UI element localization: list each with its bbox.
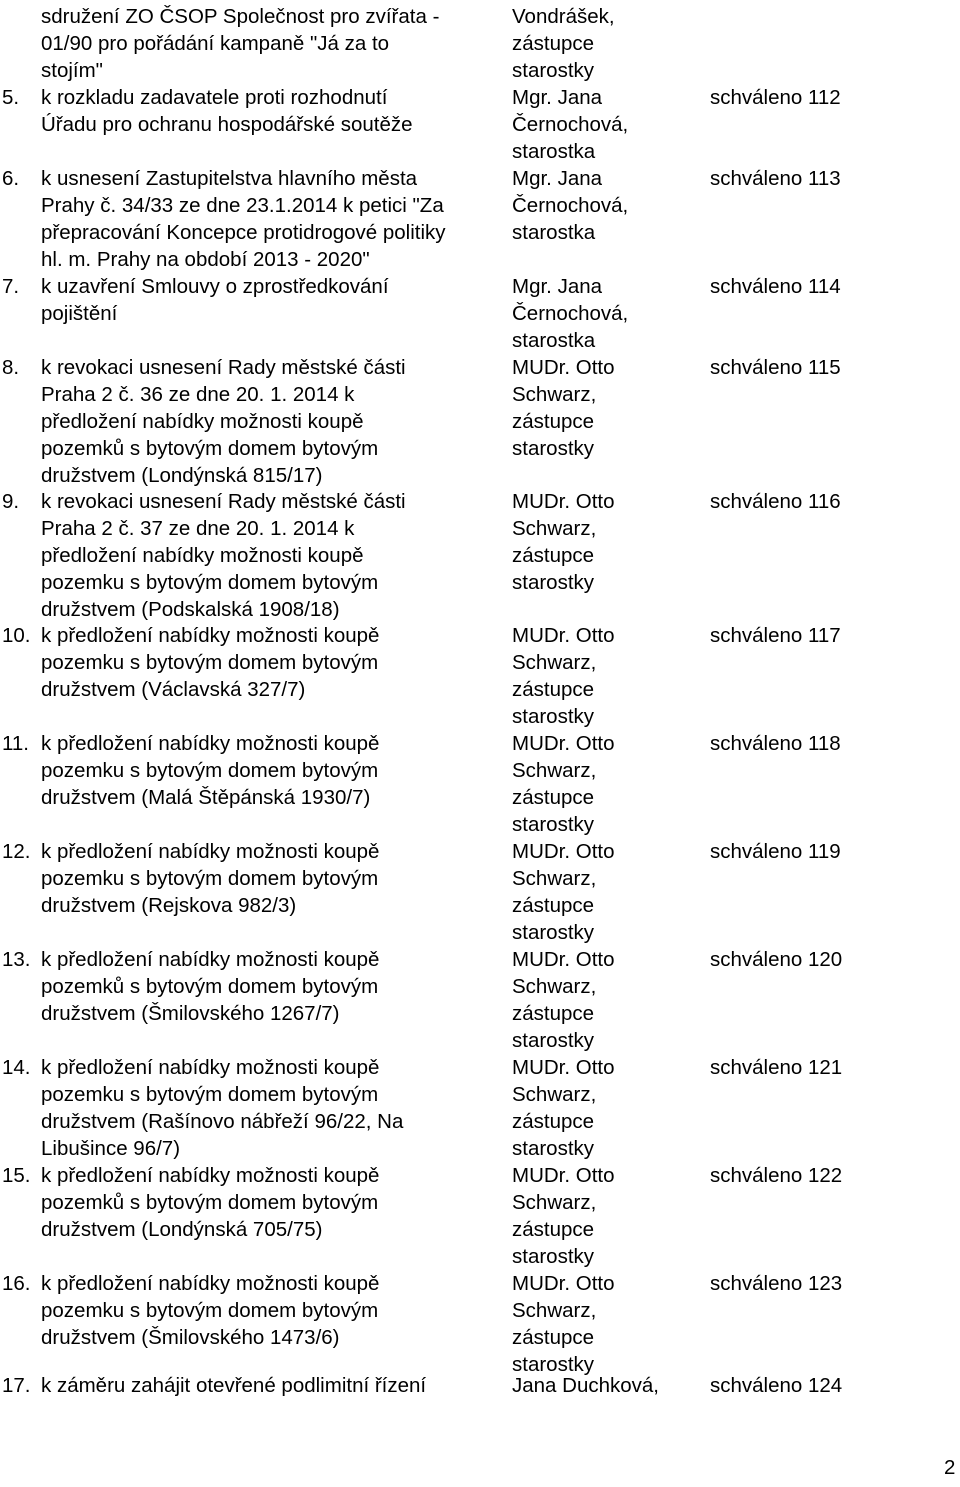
subject-line: družstvem (Václavská 327/7)	[41, 678, 306, 701]
subject-line: k předložení nabídky možnosti koupě	[41, 840, 380, 863]
item-number: 15.	[2, 1164, 31, 1187]
item-subject	[41, 1372, 506, 1399]
subject-line: sdružení ZO ČSOP Společnost pro zvířata -	[41, 5, 440, 28]
subject-line: pojištění	[41, 302, 118, 325]
item-result: schváleno 119	[710, 840, 841, 863]
subject-line: pozemků s bytovým domem bytovým	[41, 975, 379, 998]
presenter-line: MUDr. Otto	[512, 1272, 615, 1295]
subject-line: Úřadu pro ochranu hospodářské soutěže	[41, 113, 413, 136]
presenter-line: starostky	[512, 1137, 595, 1160]
item-number: 7.	[2, 275, 20, 298]
subject-line: družstvem (Malá Štěpánská 1930/7)	[41, 786, 371, 809]
presenter-line: starostka	[512, 140, 596, 163]
presenter-line: Černochová,	[512, 113, 629, 136]
item-number: 11.	[2, 732, 29, 755]
subject-line: Praha 2 č. 37 ze dne 20. 1. 2014 k	[41, 517, 355, 540]
presenter-line: Schwarz,	[512, 759, 597, 782]
item-subject	[41, 622, 506, 703]
presenter-line: zástupce	[512, 786, 595, 809]
subject-line: stojím"	[41, 59, 103, 82]
item-number: 5.	[2, 86, 20, 109]
subject-line: družstvem (Londýnská 815/17)	[41, 464, 323, 487]
item-result: schváleno 120	[710, 948, 843, 971]
subject-line: družstvem (Šmilovského 1267/7)	[41, 1002, 340, 1025]
subject-line: k revokaci usnesení Rady městské části	[41, 356, 406, 379]
subject-line: pozemku s bytovým domem bytovým	[41, 759, 379, 782]
subject-line: pozemků s bytovým domem bytovým	[41, 437, 379, 460]
presenter-line: Schwarz,	[512, 975, 597, 998]
subject-line: Praha 2 č. 36 ze dne 20. 1. 2014 k	[41, 383, 355, 406]
item-subject	[41, 730, 506, 811]
subject-line: hl. m. Prahy na období 2013 - 2020"	[41, 248, 370, 271]
item-number: 12.	[2, 840, 31, 863]
presenter-line: MUDr. Otto	[512, 948, 615, 971]
presenter-line: MUDr. Otto	[512, 1056, 615, 1079]
presenter-line: starostky	[512, 571, 595, 594]
subject-line: pozemku s bytovým domem bytovým	[41, 571, 379, 594]
subject-line: družstvem (Šmilovského 1473/6)	[41, 1326, 340, 1349]
page-number: 2	[944, 1456, 956, 1479]
presenter-line: zástupce	[512, 410, 595, 433]
item-subject	[41, 165, 506, 273]
presenter-line: Černochová,	[512, 302, 629, 325]
presenter-line: Schwarz,	[512, 1191, 597, 1214]
presenter-line: zástupce	[512, 32, 595, 55]
subject-line: k rozkladu zadavatele proti rozhodnutí	[41, 86, 388, 109]
presenter-line: starostky	[512, 59, 595, 82]
item-result: schváleno 115	[710, 356, 841, 379]
subject-line: pozemku s bytovým domem bytovým	[41, 867, 379, 890]
subject-line: k uzavření Smlouvy o zprostředkování	[41, 275, 389, 298]
item-result: schváleno 114	[710, 275, 841, 298]
subject-line: pozemku s bytovým domem bytovým	[41, 651, 379, 674]
presenter-line: zástupce	[512, 1326, 595, 1349]
subject-line: předložení nabídky možnosti koupě	[41, 544, 364, 567]
item-presenter	[512, 838, 615, 946]
item-subject	[41, 488, 506, 623]
subject-line: k předložení nabídky možnosti koupě	[41, 624, 380, 647]
presenter-line: zástupce	[512, 1110, 595, 1133]
item-presenter	[512, 946, 615, 1054]
item-presenter	[512, 1372, 659, 1399]
item-presenter	[512, 84, 628, 165]
presenter-line: starostky	[512, 705, 595, 728]
presenter-line: Mgr. Jana	[512, 86, 603, 109]
presenter-line: MUDr. Otto	[512, 490, 615, 513]
subject-line: k usnesení Zastupitelstva hlavního města	[41, 167, 418, 190]
item-result: schváleno 117	[710, 624, 841, 647]
subject-line: pozemku s bytovým domem bytovým	[41, 1083, 379, 1106]
presenter-line: MUDr. Otto	[512, 840, 615, 863]
subject-line: družstvem (Rejskova 982/3)	[41, 894, 297, 917]
item-result: schváleno 124	[710, 1374, 843, 1397]
presenter-line: starostky	[512, 813, 595, 836]
presenter-line: starostka	[512, 329, 596, 352]
item-presenter	[512, 3, 615, 84]
presenter-line: Schwarz,	[512, 867, 597, 890]
subject-line: k záměru zahájit otevřené podlimitní řízení	[41, 1374, 427, 1397]
subject-line: k předložení nabídky možnosti koupě	[41, 1164, 380, 1187]
presenter-line: Schwarz,	[512, 383, 597, 406]
presenter-line: Schwarz,	[512, 651, 597, 674]
item-presenter	[512, 165, 628, 246]
presenter-line: starostka	[512, 221, 596, 244]
item-subject	[41, 354, 506, 489]
subject-line: k revokaci usnesení Rady městské části	[41, 490, 406, 513]
item-subject	[41, 1054, 506, 1162]
subject-line: pozemku s bytovým domem bytovým	[41, 1299, 379, 1322]
subject-line: k předložení nabídky možnosti koupě	[41, 1056, 380, 1079]
item-result: schváleno 113	[710, 167, 841, 190]
item-result: schváleno 116	[710, 490, 841, 513]
presenter-line: zástupce	[512, 894, 595, 917]
item-subject	[41, 1270, 506, 1351]
presenter-line: zástupce	[512, 544, 595, 567]
subject-line: k předložení nabídky možnosti koupě	[41, 948, 380, 971]
item-presenter	[512, 622, 615, 730]
presenter-line: MUDr. Otto	[512, 732, 615, 755]
item-subject	[41, 3, 506, 84]
item-number: 9.	[2, 490, 20, 513]
item-number: 17.	[2, 1374, 31, 1397]
item-presenter	[512, 1162, 615, 1270]
item-presenter	[512, 1054, 615, 1162]
subject-line: přepracování Koncepce protidrogové politiky	[41, 221, 446, 244]
subject-line: Prahy č. 34/33 ze dne 23.1.2014 k petici "Za	[41, 194, 444, 217]
subject-line: družstvem (Podskalská 1908/18)	[41, 598, 340, 621]
subject-line: 01/90 pro pořádání kampaně "Já za to	[41, 32, 390, 55]
item-result: schváleno 123	[710, 1272, 843, 1295]
presenter-line: starostky	[512, 1353, 595, 1376]
item-number: 10.	[2, 624, 31, 647]
presenter-line: Vondrášek,	[512, 5, 615, 28]
presenter-line: MUDr. Otto	[512, 1164, 615, 1187]
subject-line: k předložení nabídky možnosti koupě	[41, 1272, 380, 1295]
item-presenter	[512, 273, 628, 354]
item-number: 8.	[2, 356, 20, 379]
presenter-line: Mgr. Jana	[512, 167, 603, 190]
subject-line: pozemků s bytovým domem bytovým	[41, 1191, 379, 1214]
item-number: 16.	[2, 1272, 31, 1295]
presenter-line: starostky	[512, 921, 595, 944]
item-result: schváleno 122	[710, 1164, 843, 1187]
presenter-line: Černochová,	[512, 194, 629, 217]
item-presenter	[512, 1270, 615, 1378]
presenter-line: Schwarz,	[512, 517, 597, 540]
subject-line: Libušince 96/7)	[41, 1137, 181, 1160]
presenter-line: zástupce	[512, 1002, 595, 1025]
presenter-line: Mgr. Jana	[512, 275, 603, 298]
item-subject	[41, 946, 506, 1027]
presenter-line: Schwarz,	[512, 1299, 597, 1322]
presenter-line: MUDr. Otto	[512, 624, 615, 647]
presenter-line: Jana Duchková,	[512, 1374, 660, 1397]
presenter-line: starostky	[512, 1245, 595, 1268]
presenter-line: starostky	[512, 1029, 595, 1052]
item-result: schváleno 121	[710, 1056, 843, 1079]
presenter-line: zástupce	[512, 678, 595, 701]
subject-line: předložení nabídky možnosti koupě	[41, 410, 364, 433]
item-result: schváleno 112	[710, 86, 841, 109]
item-number: 14.	[2, 1056, 31, 1079]
subject-line: k předložení nabídky možnosti koupě	[41, 732, 380, 755]
item-result: schváleno 118	[710, 732, 841, 755]
subject-line: družstvem (Rašínovo nábřeží 96/22, Na	[41, 1110, 404, 1133]
presenter-line: zástupce	[512, 1218, 595, 1241]
item-presenter	[512, 730, 615, 838]
presenter-line: starostky	[512, 437, 595, 460]
item-subject	[41, 838, 506, 919]
item-number: 13.	[2, 948, 31, 971]
item-subject	[41, 1162, 506, 1243]
item-subject	[41, 273, 506, 327]
item-number: 6.	[2, 167, 20, 190]
presenter-line: Schwarz,	[512, 1083, 597, 1106]
item-presenter	[512, 354, 615, 462]
presenter-line: MUDr. Otto	[512, 356, 615, 379]
item-subject	[41, 84, 506, 138]
subject-line: družstvem (Londýnská 705/75)	[41, 1218, 323, 1241]
item-presenter	[512, 488, 615, 596]
